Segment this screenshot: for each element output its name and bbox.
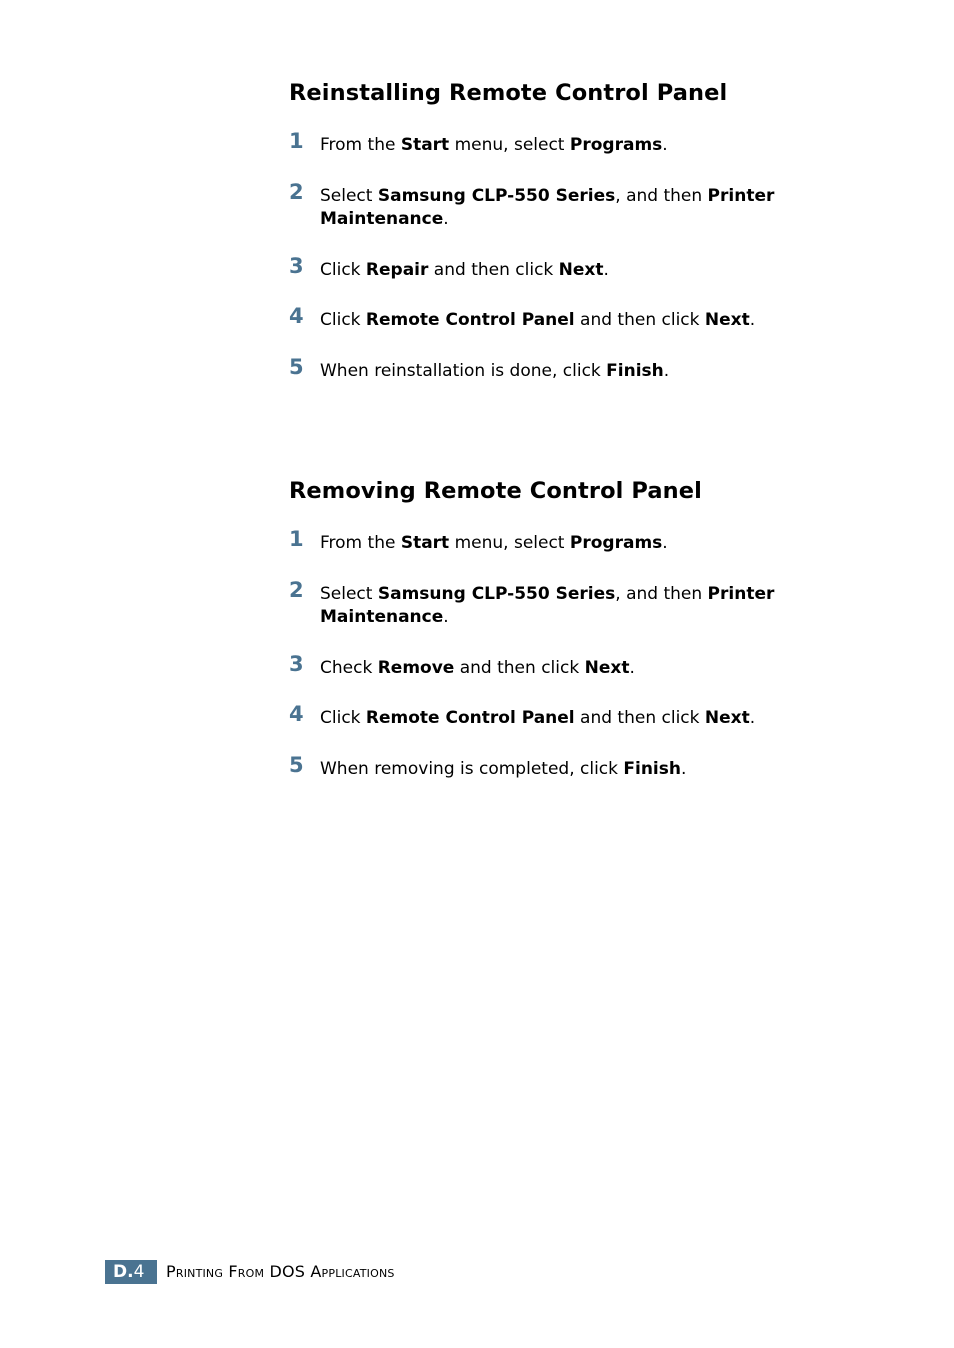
step-text-run: . (443, 607, 449, 627)
step-text-bold: Samsung CLP-550 Series (377, 185, 616, 206)
step-text-run: and then click (428, 259, 559, 280)
step-number: 5 (289, 354, 304, 379)
page-number: 4 (133, 1262, 145, 1282)
step-text (320, 360, 820, 384)
step-text-run: . (662, 533, 668, 553)
step-text-bold: Finish (623, 758, 681, 779)
step-item (289, 752, 829, 782)
step-number: 3 (289, 253, 304, 278)
step-text-run: . (629, 657, 635, 678)
step-number: 2 (289, 179, 304, 204)
step-text-run: . (662, 135, 668, 155)
section-removing (289, 476, 829, 781)
step-text-run: . (603, 259, 609, 280)
step-text-bold: Next (704, 708, 750, 728)
step-text-run: Check (320, 657, 378, 678)
steps-list (289, 527, 829, 781)
step-text-run: . (749, 708, 756, 728)
step-text-bold: Next (704, 310, 750, 330)
step-text-run: When reinstallation is done, click (320, 360, 607, 381)
step-text-run: menu, select (449, 533, 570, 553)
step-text-run: and then click (454, 657, 585, 678)
step-text-bold: Programs (569, 135, 663, 155)
step-text-bold: Next (558, 259, 604, 280)
step-text-bold: Start (400, 533, 450, 553)
step-text-run: Select (320, 185, 378, 206)
step-text-run: and then click (574, 310, 705, 330)
step-item (289, 702, 829, 731)
step-number: 1 (289, 129, 304, 153)
step-text (320, 259, 820, 283)
step-item (289, 577, 829, 630)
step-item (289, 304, 829, 333)
step-item (289, 651, 829, 681)
step-text-run: When removing is completed, click (320, 758, 624, 779)
page-number-badge (105, 1260, 157, 1284)
step-item (289, 129, 829, 158)
step-text-bold: Remove (377, 657, 455, 678)
step-text-run: . (749, 310, 756, 330)
step-text-bold: Start (400, 135, 450, 155)
step-text-run: . (663, 360, 670, 381)
page-footer (105, 1260, 395, 1284)
step-text-bold: Remote Control Panel (365, 310, 575, 330)
step-text-bold: Next (584, 657, 630, 678)
step-text (320, 657, 820, 681)
step-text (320, 309, 820, 333)
section-reinstalling (289, 78, 829, 383)
step-number: 4 (289, 702, 304, 726)
step-text-run: Select (320, 583, 378, 604)
step-text-run: From the (320, 135, 401, 155)
step-number: 5 (289, 752, 304, 777)
step-text-bold: Samsung CLP-550 Series (377, 583, 616, 604)
chapter-label: D. (113, 1262, 134, 1282)
section-title: Reinstalling Remote Control Panel (289, 80, 728, 106)
step-text-bold: Remote Control Panel (365, 708, 575, 728)
step-text-run: Click (320, 310, 366, 330)
step-number: 3 (289, 651, 304, 676)
step-item (289, 253, 829, 283)
step-text-bold: Programs (569, 533, 663, 553)
step-text-run: , and then (615, 185, 708, 206)
step-item (289, 354, 829, 384)
step-text-run: Click (320, 259, 366, 280)
step-text (320, 532, 820, 556)
step-item (289, 179, 829, 232)
step-text (320, 707, 820, 731)
step-text-run: and then click (574, 708, 705, 728)
step-text (320, 583, 820, 630)
steps-list (289, 129, 829, 383)
step-text-run: . (680, 758, 687, 779)
step-text-bold: Repair (365, 259, 429, 280)
section-title: Removing Remote Control Panel (289, 478, 702, 504)
step-text-run: . (443, 209, 449, 229)
step-text-run: menu, select (449, 135, 570, 155)
step-number: 4 (289, 304, 304, 328)
step-text-bold: Finish (606, 360, 664, 381)
step-text-run: From the (320, 533, 401, 553)
step-text-bold: Printer Maintenance (320, 185, 775, 229)
step-number: 2 (289, 577, 304, 602)
step-text-bold: Printer Maintenance (320, 583, 775, 627)
step-text (320, 134, 820, 158)
step-item (289, 527, 829, 556)
step-text (320, 758, 820, 782)
step-number: 1 (289, 527, 304, 551)
step-text (320, 185, 820, 232)
step-text-run: , and then (615, 583, 708, 604)
running-title: Printing From DOS Applications (166, 1262, 395, 1281)
step-text-run: Click (320, 708, 366, 728)
